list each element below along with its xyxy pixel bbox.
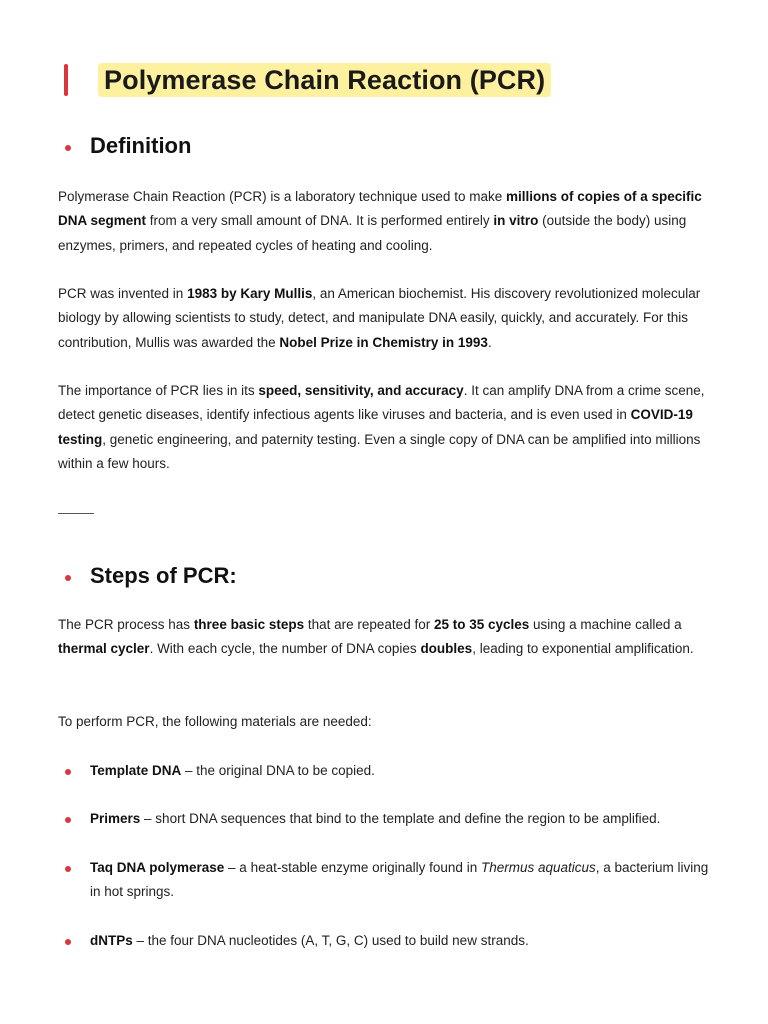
- text-span: .: [487, 334, 492, 350]
- list-item-term: dNTPs: [90, 933, 133, 948]
- list-item-desc: – the original DNA to be copied.: [181, 763, 375, 778]
- section-heading-steps: [58, 561, 237, 591]
- title-row: [58, 62, 551, 98]
- definition-paragraph-2: [58, 282, 718, 355]
- bold-span: Nobel Prize in Chemistry in 1993: [279, 334, 488, 350]
- bullet-dot-icon: [65, 575, 71, 581]
- section-heading-definition: [58, 131, 191, 161]
- bullet-dot-icon: [65, 769, 71, 775]
- text-span: (outside the body) using enzymes, primers, and repeated cycles of heating and cooling.: [58, 213, 687, 253]
- text-span: . It can amplify DNA from a crime scene, detect genetic diseases, identify infectious agents like viruses and bacteria, and is even used in: [58, 383, 705, 423]
- text-span: that are repeated for: [304, 617, 434, 632]
- list-item-text: [90, 929, 718, 953]
- steps-paragraph-2: To perform PCR, the following materials are needed:: [58, 714, 372, 729]
- list-item-term: Template DNA: [90, 763, 182, 778]
- list-item-desc: – short DNA sequences that bind to the template and define the region to be amplified.: [140, 811, 661, 826]
- list-item-desc: – the four DNA nucleotides (A, T, G, C) used to build new strands.: [132, 933, 529, 948]
- bold-span: 25 to 35 cycles: [433, 617, 530, 632]
- bold-span: three basic steps: [193, 617, 305, 632]
- text-span: , an American biochemist. His discovery revolutionized molecular biology by allowing scientists to study, detect, and manipulate DNA easily, quickly, and accurately. For this contribution, Mullis was awarded the: [58, 286, 701, 350]
- section-divider: [58, 513, 94, 514]
- bullet-dot-icon: [65, 939, 71, 945]
- text-span: , leading to exponential amplification.: [472, 641, 694, 657]
- bold-span: speed, sensitivity, and accuracy: [258, 383, 464, 398]
- bold-span: in vitro: [493, 213, 539, 229]
- text-span: . With each cycle, the number of DNA copies: [149, 641, 421, 657]
- text-span: The importance of PCR lies in its: [58, 383, 259, 398]
- definition-paragraph-3: [58, 379, 718, 477]
- bullet-dot-icon: [65, 866, 71, 872]
- definition-paragraph-1: [58, 185, 718, 258]
- list-item-text: [90, 856, 718, 905]
- text-span: The PCR process has: [58, 617, 194, 632]
- bold-span: thermal cycler: [58, 641, 150, 657]
- list-item-desc: , a bacterium living in hot springs.: [90, 860, 709, 900]
- section-heading-text: Definition: [90, 133, 192, 158]
- list-item-text: [90, 807, 718, 831]
- list-item-text: [90, 759, 718, 783]
- steps-paragraph-1: [58, 613, 718, 662]
- list-item: [58, 759, 718, 783]
- list-item-term: Primers: [90, 811, 141, 826]
- text-span: , genetic engineering, and paternity testing. Even a single copy of DNA can be amplified into millions within a few hours.: [58, 431, 701, 472]
- page-title: Polymerase Chain Reaction (PCR): [98, 63, 551, 97]
- list-item: [58, 929, 718, 953]
- text-span: Polymerase Chain Reaction (PCR) is a laboratory technique used to make: [58, 189, 506, 204]
- bold-span: millions of copies of a specific DNA segment: [58, 189, 702, 229]
- bullet-dot-icon: [65, 145, 71, 151]
- section-heading-text: Steps of PCR:: [90, 563, 237, 588]
- bold-span: COVID-19 testing: [58, 407, 693, 447]
- text-span: using a machine called a: [529, 617, 682, 632]
- text-span: from a very small amount of DNA. It is performed entirely: [146, 213, 494, 229]
- text-span: PCR was invented in: [58, 286, 188, 301]
- bold-span: doubles: [420, 641, 473, 657]
- bullet-dot-icon: [65, 817, 71, 823]
- list-item-desc: – a heat-stable enzyme originally found in: [224, 860, 481, 875]
- list-item-term: Taq DNA polymerase: [90, 860, 225, 875]
- title-accent-bar: [64, 64, 68, 96]
- list-item-italic: Thermus aquaticus: [480, 860, 596, 875]
- list-item: [58, 807, 718, 831]
- list-item: [58, 856, 718, 905]
- bold-span: 1983 by Kary Mullis: [187, 286, 313, 301]
